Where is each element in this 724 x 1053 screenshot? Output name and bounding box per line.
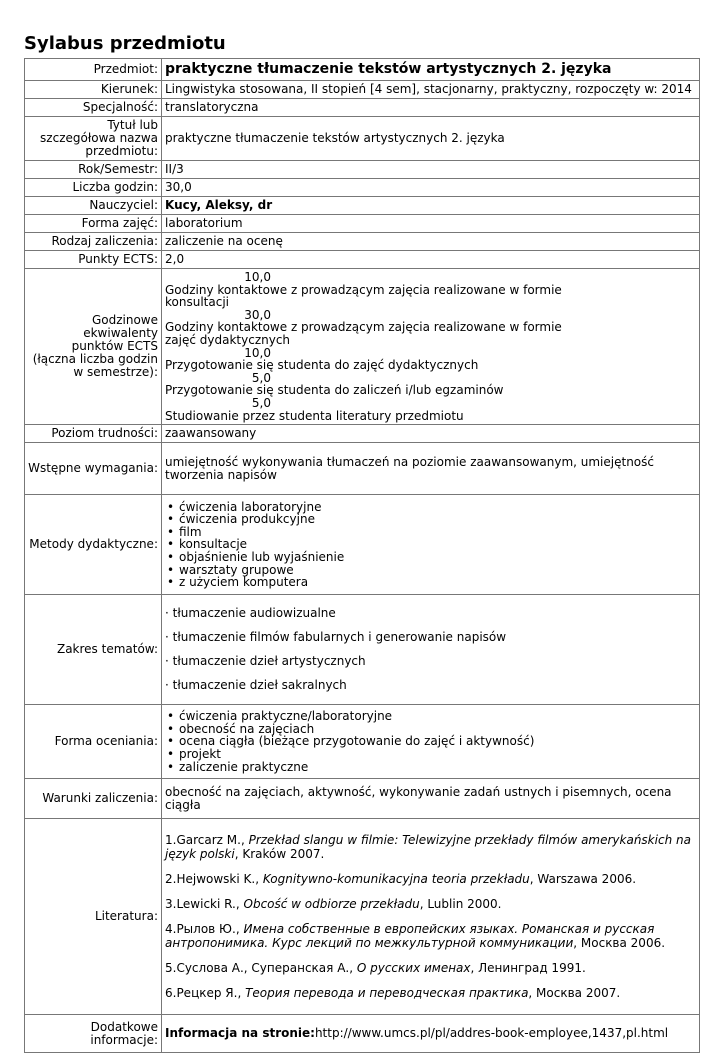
literature-title: Имена собственные в европейских языках. Романская и русская антропонимика. Курс лекций по межкультурной коммуникации	[165, 922, 655, 951]
row-nauczyciel	[25, 197, 700, 215]
hours-item	[165, 347, 696, 372]
syllabus-table	[24, 58, 700, 1053]
label-literatura: Literatura:	[25, 819, 162, 1015]
row-ekwiwalenty	[25, 269, 700, 425]
value-rodzaj-zaliczenia: zaliczenie na ocenę	[162, 233, 700, 251]
label-rodzaj-zaliczenia: Rodzaj zaliczenia:	[25, 233, 162, 251]
row-zakres	[25, 595, 700, 705]
topic-item: · tłumaczenie audiowizualne	[165, 606, 336, 621]
literature-title: Kognitywno-komunikacyjna teoria przekładu	[262, 872, 530, 887]
row-specjalnosc	[25, 99, 700, 117]
value-zakres	[162, 595, 700, 705]
label-godziny: Liczba godzin:	[25, 179, 162, 197]
hours-text: Godziny kontaktowe z prowadzącym zajęcia realizowane w formie konsultacji	[165, 282, 562, 310]
label-przedmiot: Przedmiot:	[25, 59, 162, 81]
list-item: • ćwiczenia produkcyjne	[165, 513, 696, 526]
value-tytul: praktyczne tłumaczenie tekstów artystycznych 2. języka	[162, 117, 700, 161]
list-item: • zaliczenie praktyczne	[165, 761, 696, 774]
literature-author: 1.Garcarz M.,	[165, 833, 249, 848]
literature-author: 2.Hejwowski K.,	[165, 872, 263, 887]
hours-value: 5,0	[251, 370, 271, 385]
value-forma-oceniania	[162, 705, 700, 779]
row-dodatkowe	[25, 1015, 700, 1053]
literature-item	[165, 986, 696, 1000]
list-item: • objaśnienie lub wyjaśnienie	[165, 551, 696, 564]
literature-item	[165, 872, 696, 886]
literature-author: 5.Суслова А., Суперанская А.,	[165, 961, 357, 976]
hours-value: 10,0	[244, 345, 271, 360]
literature-place: , Ленинград 1991.	[470, 961, 586, 976]
label-forma-oceniania: Forma oceniania:	[25, 705, 162, 779]
row-forma-oceniania	[25, 705, 700, 779]
info-prefix: Informacja na stronie:	[165, 1026, 315, 1041]
list-item: • obecność na zajęciach	[165, 723, 696, 736]
row-tytul	[25, 117, 700, 161]
row-ects	[25, 251, 700, 269]
hours-item	[165, 372, 696, 397]
hours-value: 10,0	[244, 270, 271, 284]
list-item: • warsztaty grupowe	[165, 564, 696, 577]
topic-item: · tłumaczenie dzieł sakralnych	[165, 678, 347, 693]
label-tytul: Tytuł lub szczegółowa nazwa przedmiotu:	[25, 117, 162, 161]
literature-item	[165, 961, 696, 975]
literature-title: Przekład slangu w filmie: Telewizyjne przekłady filmów amerykańskich na język polski	[165, 833, 691, 862]
literature-title: О русских именах	[356, 961, 471, 976]
label-zakres: Zakres tematów:	[25, 595, 162, 705]
value-poziom: zaawansowany	[162, 425, 700, 443]
row-przedmiot	[25, 59, 700, 81]
list-item: • projekt	[165, 748, 696, 761]
label-nauczyciel: Nauczyciel:	[25, 197, 162, 215]
list-item: • film	[165, 526, 696, 539]
hours-text: Przygotowanie się studenta do zajęć dydaktycznych	[165, 358, 479, 373]
hours-text: Przygotowanie się studenta do zaliczeń i/lub egzaminów	[165, 383, 504, 398]
literature-author: 3.Lewicki R.,	[165, 897, 244, 912]
assessment-list	[165, 710, 696, 773]
list-item: • ćwiczenia praktyczne/laboratoryjne	[165, 710, 696, 723]
literature-item	[165, 922, 696, 950]
row-wymagania	[25, 443, 700, 495]
hours-item	[165, 271, 696, 309]
value-literatura	[162, 819, 700, 1015]
topic-item: · tłumaczenie dzieł artystycznych	[165, 654, 366, 669]
value-warunki: obecność na zajęciach, aktywność, wykonywanie zadań ustnych i pisemnych, ocena ciągła	[162, 779, 700, 819]
value-wymagania: umiejętność wykonywania tłumaczeń na poziomie zaawansowanym, umiejętność tworzenia napisów	[162, 443, 700, 495]
value-godziny: 30,0	[162, 179, 700, 197]
label-dodatkowe: Dodatkowe informacje:	[25, 1015, 162, 1053]
literature-place: , Москва 2006.	[573, 936, 666, 951]
literature-place: , Москва 2007.	[528, 986, 621, 1001]
list-item: • konsultacje	[165, 538, 696, 551]
value-metody	[162, 495, 700, 595]
value-kierunek: Lingwistyka stosowana, II stopień [4 sem], stacjonarny, praktyczny, rozpoczęty w: 2014	[162, 81, 700, 99]
row-kierunek	[25, 81, 700, 99]
ects-hours-list	[162, 269, 700, 425]
list-item: • ocena ciągła (bieżące przygotowanie do zajęć i aktywność)	[165, 735, 696, 748]
literature-place: , Warszawa 2006.	[529, 872, 637, 887]
value-specjalnosc: translatoryczna	[162, 99, 700, 117]
label-wymagania: Wstępne wymagania:	[25, 443, 162, 495]
label-kierunek: Kierunek:	[25, 81, 162, 99]
row-poziom	[25, 425, 700, 443]
label-specjalnosc: Specjalność:	[25, 99, 162, 117]
literature-author: 4.Рылов Ю.,	[165, 922, 244, 937]
value-rok: II/3	[162, 161, 700, 179]
row-rok	[25, 161, 700, 179]
row-rodzaj-zaliczenia	[25, 233, 700, 251]
value-przedmiot: praktyczne tłumaczenie tekstów artystycznych 2. języka	[162, 59, 700, 81]
page-title: Sylabus przedmiotu	[24, 33, 226, 54]
hours-text: Studiowanie przez studenta literatury przedmiotu	[165, 408, 464, 423]
value-ects: 2,0	[162, 251, 700, 269]
hours-item	[165, 309, 696, 347]
list-item: • ćwiczenia laboratoryjne	[165, 501, 696, 514]
methods-list	[165, 501, 696, 589]
literature-place: , Kraków 2007.	[234, 847, 325, 862]
value-dodatkowe	[162, 1015, 700, 1053]
literature-item	[165, 897, 696, 911]
hours-value: 30,0	[244, 307, 271, 322]
row-metody	[25, 495, 700, 595]
label-metody: Metody dydaktyczne:	[25, 495, 162, 595]
literature-title: Теория перевода и переводческая практика	[245, 986, 529, 1001]
literature-title: Obcość w odbiorze przekładu	[243, 897, 420, 912]
label-poziom: Poziom trudności:	[25, 425, 162, 443]
hours-text: Godziny kontaktowe z prowadzącym zajęcia realizowane w formie zajęć dydaktycznych	[165, 320, 562, 347]
hours-value: 5,0	[251, 395, 271, 410]
value-nauczyciel: Kucy, Aleksy, dr	[162, 197, 700, 215]
list-item: • z użyciem komputera	[165, 576, 696, 589]
label-forma-zajec: Forma zajęć:	[25, 215, 162, 233]
literature-place: , Lublin 2000.	[419, 897, 502, 912]
label-warunki: Warunki zaliczenia:	[25, 779, 162, 819]
value-forma-zajec: laboratorium	[162, 215, 700, 233]
literature-author: 6.Рецкер Я.,	[165, 986, 246, 1001]
label-ekwiwalenty: Godzinowe ekwiwalenty punktów ECTS (łączna liczba godzin w semestrze):	[25, 269, 162, 425]
hours-item	[165, 397, 696, 422]
label-ects: Punkty ECTS:	[25, 251, 162, 269]
info-url: http://www.umcs.pl/pl/addres-book-employee,1437,pl.html	[314, 1026, 669, 1041]
topic-item: · tłumaczenie filmów fabularnych i generowanie napisów	[165, 630, 507, 645]
row-warunki	[25, 779, 700, 819]
literature-item	[165, 833, 696, 861]
row-literatura	[25, 819, 700, 1015]
row-godziny	[25, 179, 700, 197]
label-rok: Rok/Semestr:	[25, 161, 162, 179]
row-forma-zajec	[25, 215, 700, 233]
